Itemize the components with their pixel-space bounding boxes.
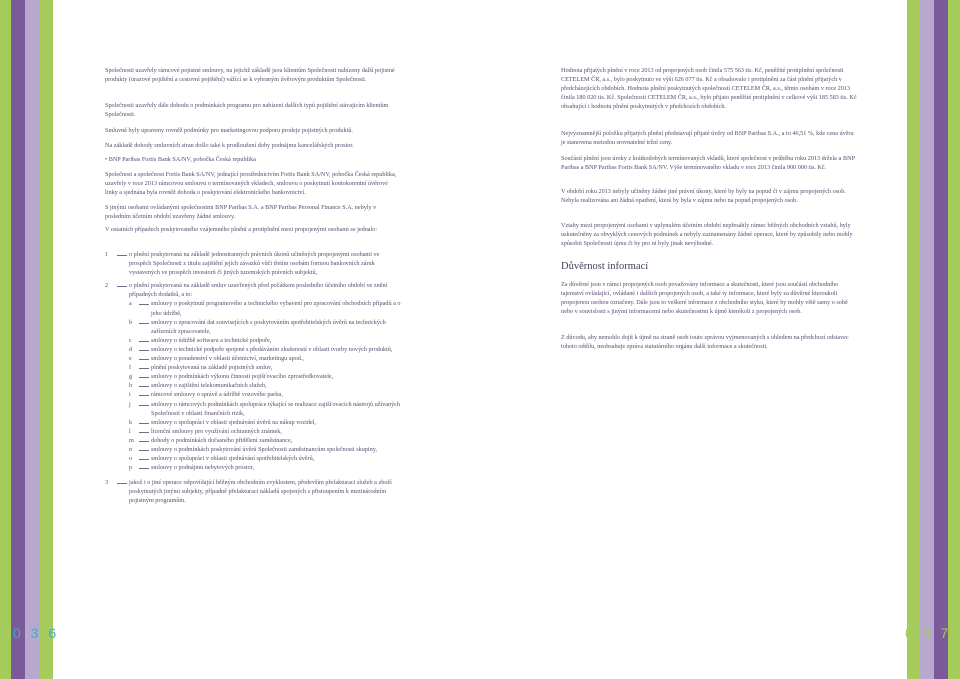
sub-item-text: licenční smlouvy pro využívání ochranných známek, xyxy=(151,427,282,435)
stripe-left-green-2 xyxy=(40,0,53,679)
stripe-left-green xyxy=(0,0,11,679)
sub-item-text: smlouvy o údržbě softwaru a technické podpoře, xyxy=(151,336,272,344)
related-party-list xyxy=(105,250,401,506)
sub-item-text: dohody o podmínkách dočasného přidělení zaměstnance, xyxy=(151,436,293,444)
sub-list-item xyxy=(129,372,401,381)
sub-list-item xyxy=(129,454,401,463)
sub-item-letter: d xyxy=(129,345,133,353)
right-paragraph-4: V období roku 2013 nebyly učiněny žádné jiné právní úkony, které by byly na popud či v zájmu propojených osob. Nebyla realizována ani žádná opatření, která by byla v zájmu nebo na popud propojených osob. xyxy=(561,188,846,205)
sub-list-item xyxy=(129,390,401,399)
sub-list-item xyxy=(129,427,401,436)
right-paragraph-3: Součástí plnění jsou úroky z krátkodobých termínovaných vkladů, které společnost v průběhu roku 2013 držela u BNP Paribas a BNP Paribas Fortis Bank SA/NV. Výše termínovaného vkladu v roce 2013 činila 900 000 tis. Kč. xyxy=(561,155,855,172)
left-paragraph-4: Na základě dohody smluvních stran došlo také k prodloužení doby podnájmu kancelářských prostor. xyxy=(105,142,354,149)
dash xyxy=(137,345,151,354)
list-item-number: 2 xyxy=(105,282,109,290)
dash xyxy=(137,436,151,445)
dash xyxy=(137,418,151,427)
list-item xyxy=(105,250,401,277)
list-item-number: 1 xyxy=(105,251,109,258)
stripe-right-lavender xyxy=(920,0,934,679)
sub-item-letter: p xyxy=(129,464,133,472)
sub-list-item xyxy=(129,363,401,372)
dash xyxy=(137,336,151,345)
sub-list-item xyxy=(129,354,401,363)
sub-item-letter: g xyxy=(129,373,133,381)
sub-item-letter: c xyxy=(129,336,132,344)
sub-item-letter: k xyxy=(129,418,133,426)
dash xyxy=(137,299,151,317)
dash xyxy=(137,400,151,418)
dash xyxy=(137,381,151,390)
list-item xyxy=(105,281,401,299)
sub-item-text: smlouvy o podmínkách výkonu činnosti pojišťovacího zprostředkovatele, xyxy=(151,373,334,381)
dash xyxy=(137,363,151,372)
sub-item-letter: h xyxy=(129,382,133,390)
sub-list-item xyxy=(129,418,401,427)
sub-item-text: smlouvy o rámcových podmínkách spolupráce týkající se realizace zajišťovacích nástrojů užívaných Společností v oblasti finančních rizik, xyxy=(151,400,401,417)
dash xyxy=(137,372,151,381)
dash xyxy=(137,354,151,363)
dash xyxy=(137,427,151,436)
sub-list-item xyxy=(129,299,401,317)
sub-list-item xyxy=(129,400,401,418)
dash xyxy=(137,454,151,463)
left-paragraph-3: Smluvně byly upraveny rovněž podmínky pro marketingovou podporu prodeje pojistných produktů. xyxy=(105,127,353,134)
sub-item-text: smlouvy o podmínkách poskytování úvěrů Společnosti zaměstnancům společnosti skupiny, xyxy=(151,445,377,453)
sub-item-text: smlouvy o podnájmu nebytových prostor, xyxy=(151,464,255,472)
sub-list xyxy=(105,299,401,472)
sub-item-letter: a xyxy=(129,300,132,308)
sub-list-item xyxy=(129,345,401,354)
sub-list-item xyxy=(129,445,401,454)
left-paragraph-8: V ostatních případech poskytovaného vzájemného plnění a protiplnění mezi propojenými osobami se jednalo: xyxy=(105,226,378,233)
dash xyxy=(115,281,129,299)
left-paragraph-7: S jinými osobami ovládanými společnostmi BNP Paribas S.A. a BNP Paribas Personal Finance S.A. nebyly v posledním účetním období uzavřeny žádné smlouvy. xyxy=(105,204,377,221)
sub-list-item xyxy=(129,336,401,345)
sub-item-letter: b xyxy=(129,318,133,326)
right-paragraph-5: Vztahy mezi propojenými osobami v uplynulém účetním období nepřesáhly rámec běžných obchodních vztahů, byly uskutečněny za obvyklých cenových podmínek a nebyly zaznamenány žádné operace, které by způsobily nebo mohly způsobit Společnosti újmu či by pro ni byly jinak nevýhodné. xyxy=(561,222,853,248)
sub-item-letter: f xyxy=(129,364,132,372)
sub-item-text: smlouvy o poradenství v oblasti účetnictví, marketingu apod., xyxy=(151,355,304,363)
stripe-right-green-2 xyxy=(948,0,960,679)
right-paragraph-1: Hodnota přijatých plnění v roce 2013 od propojených osob činila 575 563 tis. Kč, peněžité protiplnění společnosti CETELEM ČR, a.s., bylo poskytnuto ve výši 626 077 tis. Kč a obsahovalo i protiplnění za část plnění přijatých v předcházejících obdobích. Hodnota plnění poskytnutých společností CETELEM ČR, a.s., těmto osobám v roce 2013 činila 180 020 tis. Kč. Společnosti CETELEM ČR, a.s., bylo přijato peněžité protiplnění v celkové výši 185 583 tis. Kč obsahující i hodnotu plnění poskytnutých v předchozích obdobích. xyxy=(561,67,857,111)
sub-list-item xyxy=(129,318,401,336)
right-paragraph-2: Nejvýznamnější položku přijatých plnění představují přijaté úvěry od BNP Paribas S.A., a to 46,51 %, kde cena úvěru je stanovena metodou srovnatelné tržní ceny. xyxy=(561,130,854,147)
sub-item-letter: m xyxy=(129,436,134,444)
left-paragraph-1: Společnosti uzavřely rámcové pojistné smlouvy, na jejichž základě jsou klientům Společnosti nabízeny další pojistné produkty (úrazové pojištění a cestovní pojištění) vážící se k vybraným úvěrovým produktům Společnosti. xyxy=(105,67,395,84)
sub-item-text: rámcové smlouvy o správě a údržbě vozového parku, xyxy=(151,391,283,399)
page-number-right: 0 3 7 xyxy=(905,625,952,641)
sub-item-text: smlouvy o zajištění telekomunikačních služeb, xyxy=(151,382,267,390)
sub-item-text: smlouvy o poskytnutí programového a technického vybavení pro zpracování obchodních případů a o jeho údržbě, xyxy=(151,300,401,317)
stripe-right-purple xyxy=(934,0,948,679)
sub-item-text: smlouvy o spolupráci v oblasti sjednávání úvěrů na nákup vozidel, xyxy=(151,418,316,426)
list-item-text: o plnění poskytovaná na základě jednostranných právních úkonů učiněných propojenými osobami ve prospěch Společnosti z titulu zajištění jejích závazků vůči třetím osobám formou bankovních záruk vystavených ve prospěch investorů či jiných tuzemských právních subjektů, xyxy=(129,251,380,277)
dash xyxy=(137,445,151,454)
stripe-left-purple xyxy=(11,0,25,679)
sub-item-text: smlouvy o spolupráci v oblasti sjednávání spotřebitelských úvěrů, xyxy=(151,455,315,463)
left-bullet-heading: • BNP Paribas Fortis Bank SA/NV, pobočka Česká republika xyxy=(105,156,256,163)
dash xyxy=(115,250,129,277)
sub-list-item xyxy=(129,463,401,472)
dash xyxy=(137,390,151,399)
stripe-left-lavender xyxy=(25,0,40,679)
sub-list-item xyxy=(129,436,401,445)
sub-item-text: smlouvy o zpracování dat souvisejících s poskytováním spotřebitelských úvěrů na technických zařízeních zpracovatele, xyxy=(151,318,386,335)
right-paragraph-6: Za důvěrné jsou v rámci propojených osob považovány informace a skutečnosti, které jsou součástí obchodního tajemství ovládající, ovládané i dalších propojených osob, a také ty informace, které byly za důvěrné kteroukoli propojenou osobou označeny. Dále jsou to veškeré informace z obchodního styku, které by mohly větě samy o sobě nebo v souvislosti s jinými informacemi nebo skutečnostmi k újmě kterékoli z propojených osob. xyxy=(561,281,848,316)
dash xyxy=(115,478,129,505)
stripe-right-green xyxy=(907,0,920,679)
left-paragraph-6: Společnost a společnost Fortis Bank SA/NV, jednající prostřednictvím Fortis Bank SA/NV, pobočka Česká republika, uzavřely v roce 2013 rámcovou smlouvu o termínovaných vkladech, smlouvu o poskytnutí kontokorentní úvěrové linky a sjednána byla rovněž dohoda o poskytování elektronického bankovnictví. xyxy=(105,171,397,197)
sub-item-letter: e xyxy=(129,355,132,363)
list-item-text: o plnění poskytovaná na základě smluv uzavřených před počátkem posledního účetního období ve znění případných dodatků, a to: xyxy=(129,282,388,299)
sub-item-letter: i xyxy=(129,391,131,399)
dash xyxy=(137,318,151,336)
sub-list-item xyxy=(129,381,401,390)
sub-item-letter: l xyxy=(129,427,131,435)
sub-item-text: smlouvy o technické podpoře spojené s předáváním zkušeností v oblasti tvorby nových produktů, xyxy=(151,345,393,353)
list-item xyxy=(105,478,401,505)
left-paragraph-2: Společnosti uzavřely dále dohodu o podmínkách programu pro nabízení dalších typů pojištění stávajícím klientům Společnosti. xyxy=(105,102,389,119)
dash xyxy=(137,463,151,472)
sub-item-letter: j xyxy=(129,400,131,408)
list-item-number: 3 xyxy=(105,479,109,487)
page-number-left: 0 3 6 xyxy=(13,625,60,641)
right-paragraph-7: Z důvodu, aby nemohlo dojít k újmě na straně osob touto zprávou vyjmenovaných s ohledem na předchozí odstavec tohoto oddílu, neobsahuje zpráva statutárního orgánu další informace a skutečnosti. xyxy=(561,334,849,351)
section-heading: Důvěrnost informací xyxy=(561,261,649,272)
sub-item-letter: o xyxy=(129,455,133,463)
sub-item-text: plnění poskytovaná na základě pojistných smluv, xyxy=(151,364,273,372)
list-item-text: jakož i o jiné operace odpovídající běžným obchodním zvyklostem, především přefakturaci služeb a zboží poskytnutých jinými subjekty, případně přefakturaci nákladů spojených s přistoupením k mezinárodním pojistným programům. xyxy=(129,479,392,505)
sub-item-letter: n xyxy=(129,445,133,453)
